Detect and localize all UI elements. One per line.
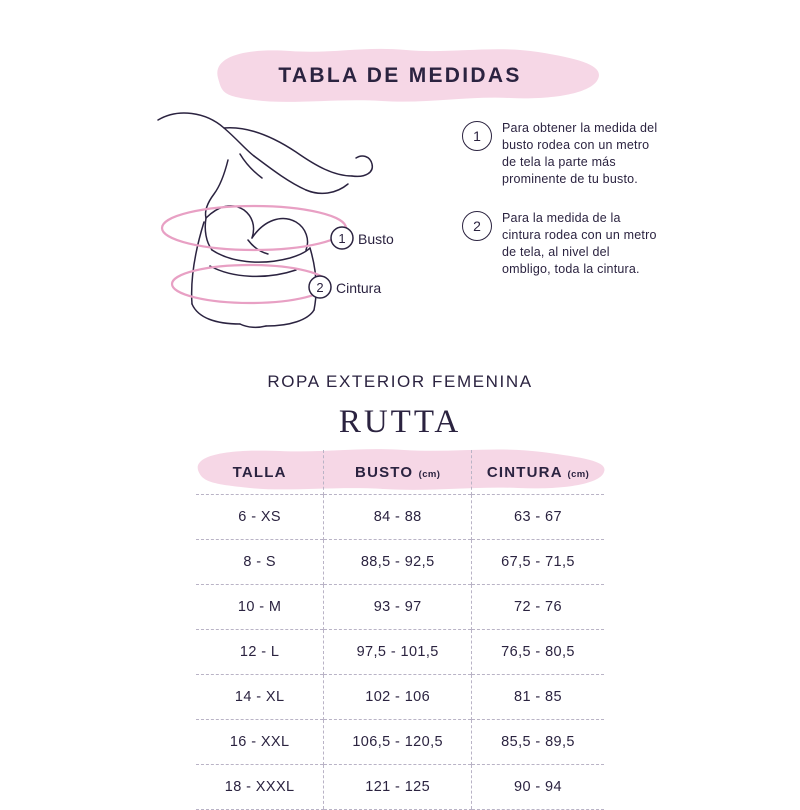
table-row [196,765,604,810]
column-header-cintura-label: CINTURA [486,463,563,481]
table-row [196,720,604,765]
table-row [196,540,604,585]
column-header-talla-label: TALLA [232,463,287,481]
cell-busto: 102 - 106 [324,675,472,720]
instruction-text-1: Para obtener la medida del busto rodea con un metro de tela la parte más prominente de tu busto. [502,121,658,186]
column-header-busto-label: BUSTO [355,463,414,481]
instruction-item-1 [462,120,662,188]
column-header-busto-unit: (cm) [418,468,441,480]
table-header-row [196,450,604,495]
cell-cintura: 67,5 - 71,5 [472,540,604,585]
brand-subtitle: ROPA EXTERIOR FEMENINA [267,372,533,391]
cell-busto: 88,5 - 92,5 [324,540,472,585]
svg-text:1: 1 [338,231,346,246]
page-title: TABLA DE MEDIDAS [278,64,522,87]
cell-cintura: 72 - 76 [472,585,604,630]
cell-cintura: 85,5 - 89,5 [472,720,604,765]
cell-busto: 97,5 - 101,5 [324,630,472,675]
column-header-cintura [472,450,604,495]
cell-busto: 106,5 - 120,5 [324,720,472,765]
cell-busto: 84 - 88 [324,495,472,540]
instruction-text-2: Para la medida de la cintura rodea con un metro de tela, al nivel del ombligo, toda la cintura. [502,211,657,276]
illustration-label-busto: Busto [358,231,394,247]
body-measurement-illustration [120,98,410,348]
instruction-number-1: 1 [462,121,492,151]
cell-busto: 93 - 97 [324,585,472,630]
cell-talla: 16 - XXL [196,720,324,765]
svg-text:2: 2 [316,280,324,295]
cell-busto: 121 - 125 [324,765,472,810]
cell-talla: 10 - M [196,585,324,630]
cell-cintura: 63 - 67 [472,495,604,540]
cell-talla: 14 - XL [196,675,324,720]
cell-talla: 18 - XXXL [196,765,324,810]
brand-name: RUTTA [338,404,462,440]
table-row [196,630,604,675]
cell-talla: 12 - L [196,630,324,675]
illustration-svg [120,98,410,348]
cell-talla: 8 - S [196,540,324,585]
table-row [196,675,604,720]
size-table-wrapper [196,450,604,810]
instruction-item-2 [462,210,662,278]
instructions-list [462,120,662,300]
cell-talla: 6 - XS [196,495,324,540]
cell-cintura: 90 - 94 [472,765,604,810]
size-table [196,450,604,810]
table-row [196,585,604,630]
brand-block [0,372,800,441]
column-header-talla [196,450,324,495]
table-row [196,495,604,540]
cell-cintura: 76,5 - 80,5 [472,630,604,675]
illustration-label-cintura: Cintura [336,280,382,296]
column-header-busto [324,450,472,495]
column-header-cintura-unit: (cm) [567,468,590,480]
title-blob [194,48,606,104]
cell-cintura: 81 - 85 [472,675,604,720]
instruction-number-2: 2 [462,211,492,241]
